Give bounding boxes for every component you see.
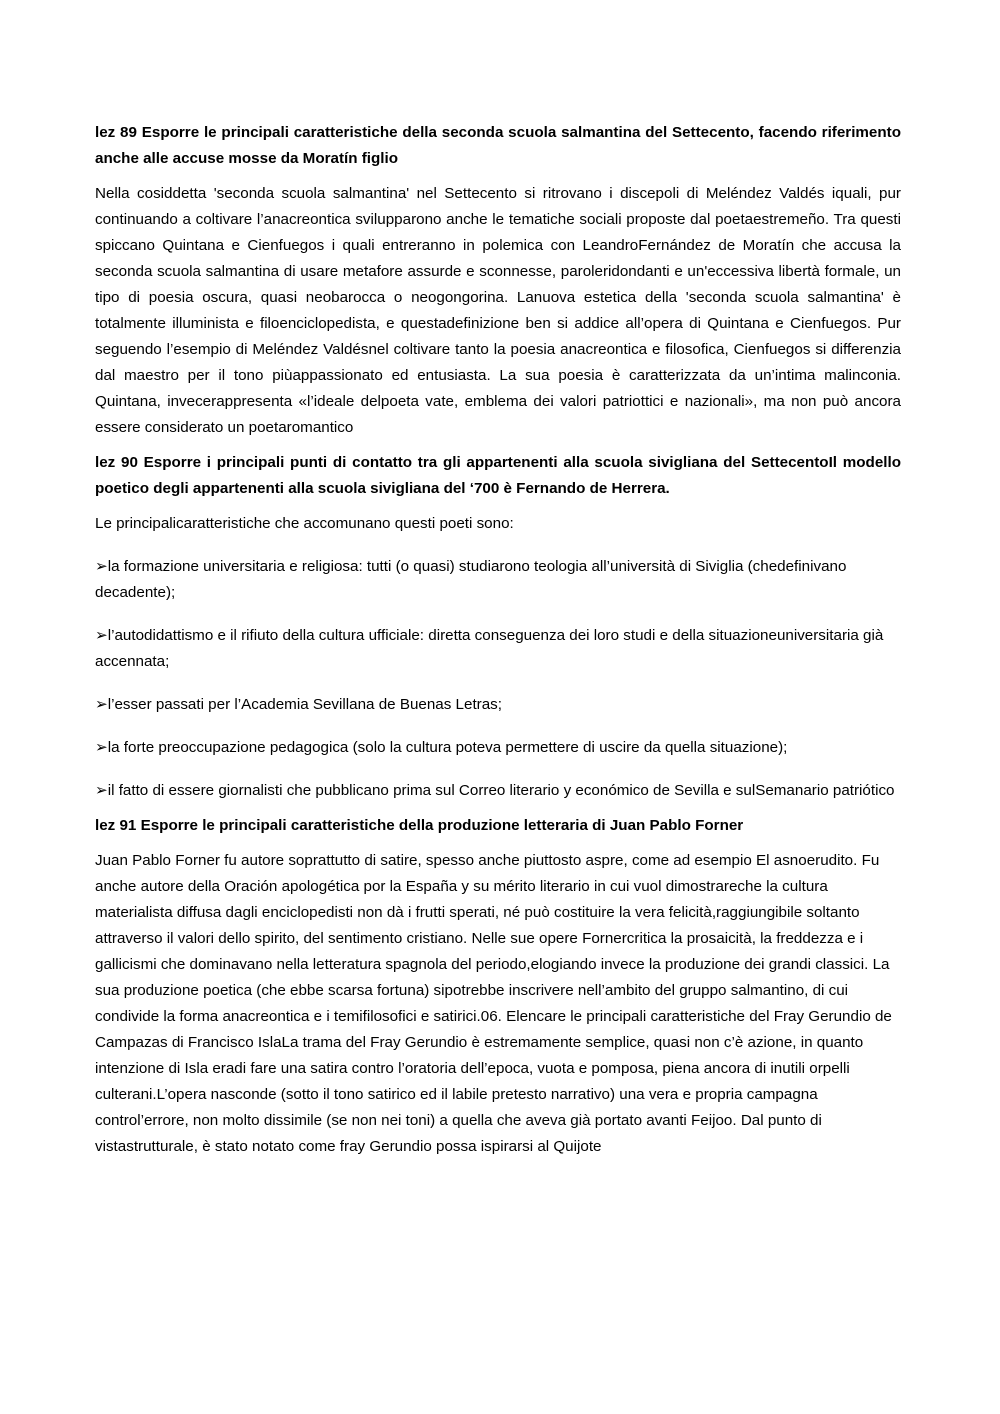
list-item <box>95 778 901 804</box>
section-heading: lez 89 Esporre le principali caratteristiche della seconda scuola salmantina del Settecento, facendo riferimento anche alle accuse mosse da Moratín figlio <box>95 124 901 167</box>
arrow-bullet-icon: ➢ <box>95 696 108 713</box>
section-intro: Le principalicaratteristiche che accomunano questi poeti sono: <box>95 515 514 532</box>
list-item <box>95 623 901 675</box>
list-item-text: il fatto di essere giornalisti che pubblicano prima sul Correo literario y económico de Sevilla e sulSemanario patriótico <box>107 782 895 799</box>
list-item-text: l’esser passati per l’Academia Sevillana de Buenas Letras; <box>107 696 502 713</box>
list-item-text: la formazione universitaria e religiosa: tutti (o quasi) studiarono teologia all’università di Siviglia (chedefinivano decadente); <box>95 558 847 601</box>
list-item <box>95 692 901 718</box>
arrow-bullet-icon: ➢ <box>95 627 108 644</box>
list-item <box>95 554 901 606</box>
section-lez-91 <box>95 813 901 1160</box>
section-heading: lez 91 Esporre le principali caratteristiche della produzione letteraria di Juan Pablo Forner <box>95 817 744 834</box>
section-body: Juan Pablo Forner fu autore soprattutto di satire, spesso anche piuttosto aspre, come ad esempio El asnoerudito. Fu anche autore della Oración apologética por la España y su mérito literario in cui vuol dimostrareche la cultura materialista diffusa dagli enciclopedisti non dà i frutti sperati, né può costituire la vera felicità,raggiungibile soltanto attraverso il valori dello spirito, del sentimento cristiano. Nelle sue opere Fornercritica la prosaicità, la freddezza e i gallicismi che dominavano nella letteratura spagnola del periodo,elogiando invece la produzione dei grandi classici. La sua produzione poetica (che ebbe scarsa fortuna) sipotrebbe inscrivere nell’ambito del gruppo salmantino, di cui condivide la forma anacreontica e i temifilosofici e satirici.06. Elencare le principali caratteristiche del Fray Gerundio de Campazas di Francisco IslaLa trama del Fray Gerundio è estremamente semplice, quasi non c’è azione, in quanto intenzione di Isla eradi fare una satira contro l’oratoria dell’epoca, vuota e pomposa, piena ancora di inutili orpelli culterani.L’opera nasconde (sotto il tono satirico ed il labile pretesto narrativo) una vera e propria campagna control’errore, non molto dissimile (se non nei toni) a quella che aveva già portato avanti Feijoo. Dal punto di vistastrutturale, è stato notato come fray Gerundio possa ispirarsi al Quijote <box>95 852 892 1155</box>
arrow-bullet-icon: ➢ <box>95 558 108 575</box>
list-item <box>95 735 901 761</box>
arrow-bullet-icon: ➢ <box>95 739 108 756</box>
arrow-bullet-icon: ➢ <box>95 782 108 799</box>
section-lez-90 <box>95 450 901 804</box>
list-item-text: la forte preoccupazione pedagogica (solo la cultura poteva permettere di uscire da quella situazione); <box>107 739 788 756</box>
section-heading: lez 90 Esporre i principali punti di contatto tra gli appartenenti alla scuola sivigliana del SettecentoIl modello poetico degli appartenenti alla scuola sivigliana del ‘700 è Fernando de Herrera. <box>95 454 901 497</box>
list-item-text: l’autodidattismo e il rifiuto della cultura ufficiale: diretta conseguenza dei loro studi e della situazioneuniversitaria già accennata; <box>95 627 884 670</box>
section-body: Nella cosiddetta 'seconda scuola salmantina' nel Settecento si ritrovano i discepoli di Meléndez Valdés iquali, pur continuando a coltivare l’anacreontica svilupparono anche le tematiche sociali proposte dal poetaestremeño. Tra questi spiccano Quintana e Cienfuegos i quali entreranno in polemica con LeandroFernández de Moratín che accusa la seconda scuola salmantina di usare metafore assurde e sconnesse, paroleridondanti e un'eccessiva libertà formale, un tipo di poesia oscura, quasi neobarocca o neogongorina. Lanuova estetica della 'seconda scuola salmantina' è totalmente illuminista e filoenciclopedista, e questadefinizione ben si addice all’opera di Quintana e Cienfuegos. Pur seguendo l’esempio di Meléndez Valdésnel coltivare tanto la poesia anacreontica e filosofica, Cienfuegos si differenzia dal maestro per il tono piùappassionato ed entusiasta. La sua poesia è caratterizzata da un’intima malinconia. Quintana, invecerappresenta «l’ideale delpoeta vate, emblema dei valori patriottici e nazionali», ma non può ancora essere considerato un poetaromantico <box>95 185 901 436</box>
section-lez-89 <box>95 120 901 441</box>
document-page <box>95 120 901 1169</box>
